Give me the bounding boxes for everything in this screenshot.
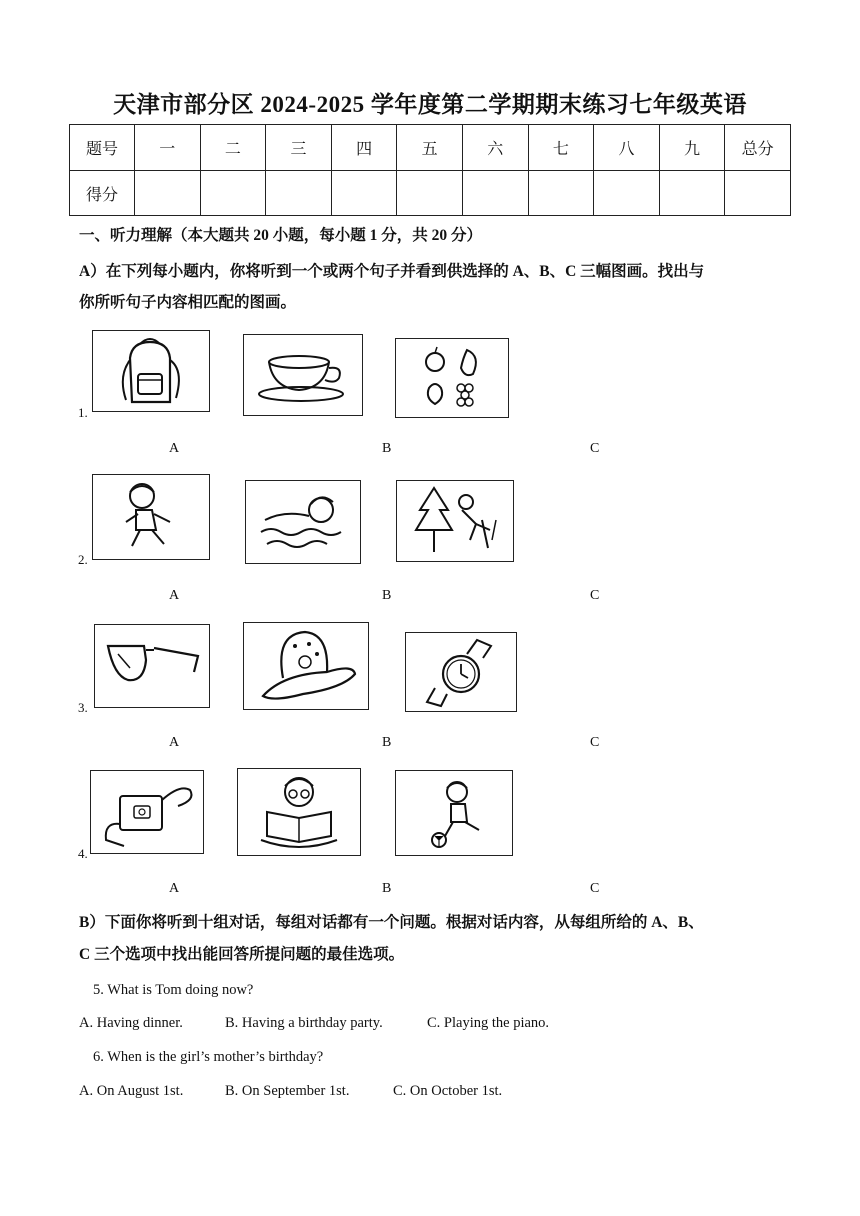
option-label-a: A [169,735,180,750]
option-label-a: A [169,881,180,896]
option-label-c: C [590,735,600,750]
option-label-c: C [590,588,600,603]
score-entry-cell [528,171,594,216]
glasses-icon [94,624,210,708]
backpack-icon [92,330,210,412]
answer-option: B. On September 1st. [225,1083,350,1099]
table-cell: 六 [462,125,528,171]
answer-option: A. On August 1st. [79,1083,184,1099]
table-cell: 五 [397,125,463,171]
page-title: 天津市部分区 2024-2025 学年度第二学期期末练习七年级英语 [113,92,747,117]
score-entry-cell [725,171,791,216]
score-table-score-row [70,171,791,216]
watch-icon [405,632,517,712]
swimming-person-icon [245,480,361,564]
score-entry-cell [594,171,660,216]
running-boy-icon [92,474,210,560]
playing-football-icon [395,770,513,856]
score-entry-cell [462,171,528,216]
question-stem: 5. What is Tom doing now? [93,982,254,998]
table-cell: 题号 [70,125,135,171]
planting-trees-icon [396,480,514,562]
score-entry-cell [331,171,397,216]
fruits-icon [395,338,509,418]
table-cell: 三 [266,125,332,171]
table-cell: 四 [331,125,397,171]
score-entry-cell [200,171,266,216]
option-label-b: B [382,441,392,456]
part-a-instruction-line1: A）在下列每小题内，你将听到一个或两个句子并看到供选择的 A、B、C 三幅图画。找出与 [79,263,705,280]
table-cell: 八 [594,125,660,171]
option-label-c: C [590,881,600,896]
option-label-b: B [382,588,392,603]
option-label-b: B [382,735,392,750]
answer-option: C. Playing the piano. [427,1015,550,1031]
option-label-b: B [382,881,392,896]
answer-option: C. On October 1st. [393,1083,503,1099]
score-entry-cell [135,171,201,216]
answer-option: A. Having dinner. [79,1015,183,1031]
part-b-instruction-line1: B）下面你将听到十组对话，每组对话都有一个问题。根据对话内容，从每组所给的 A、B、 [79,914,704,931]
option-label-c: C [590,441,600,456]
question-number: 1. [78,405,88,420]
score-table-header-row [70,125,791,171]
table-cell: 一 [135,125,201,171]
score-entry-cell [659,171,725,216]
answer-option: B. Having a birthday party. [225,1015,383,1031]
table-cell: 七 [528,125,594,171]
taking-photo-icon [90,770,204,854]
hat-icon [243,622,369,710]
reading-book-icon [237,768,361,856]
score-entry-cell [266,171,332,216]
question-number: 2. [78,552,88,567]
part-b-instruction-line2: C 三个选项中找出能回答所提问题的最佳选项。 [79,946,405,963]
table-cell: 总分 [725,125,791,171]
option-label-a: A [169,588,180,603]
teacup-icon [243,334,363,416]
table-cell: 得分 [70,171,135,216]
question-number: 4. [78,846,88,861]
question-number: 3. [78,700,88,715]
table-cell: 二 [200,125,266,171]
section-heading: 一、听力理解（本大题共 20 小题，每小题 1 分，共 20 分） [79,227,483,244]
score-table [69,124,791,216]
option-label-a: A [169,441,180,456]
part-a-instruction-line2: 你所听句子内容相匹配的图画。 [79,294,297,311]
score-entry-cell [397,171,463,216]
table-cell: 九 [659,125,725,171]
question-stem: 6. When is the girl’s mother’s birthday? [93,1049,324,1065]
